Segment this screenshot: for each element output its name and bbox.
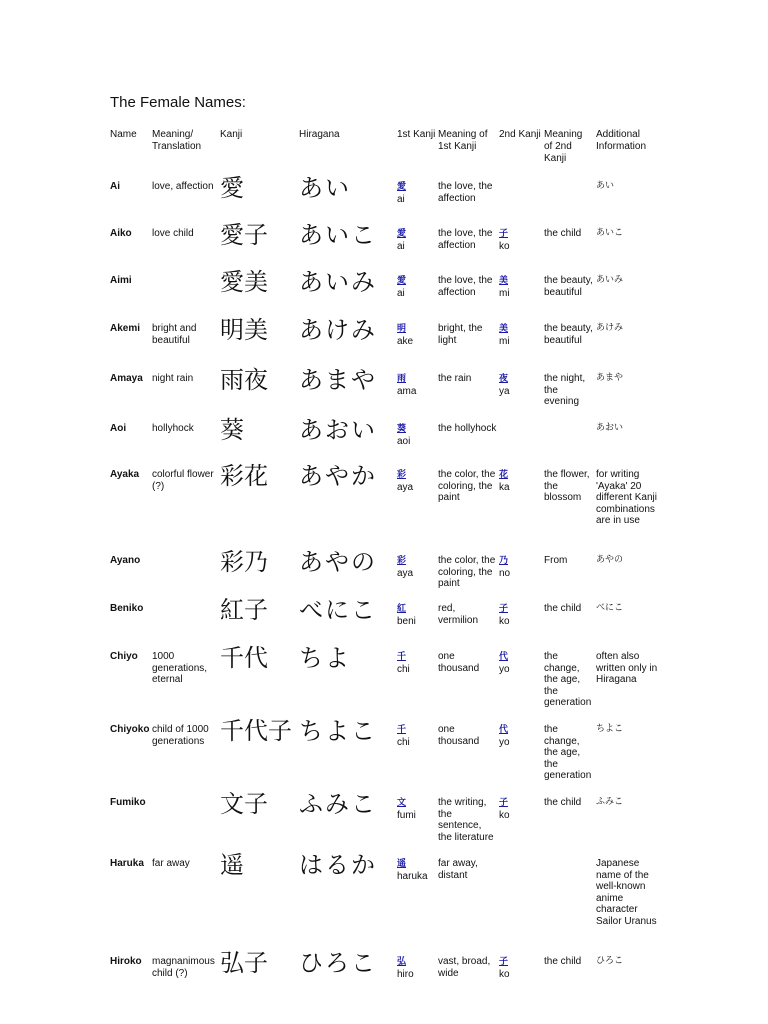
second-kanji-reading: mi xyxy=(499,336,510,347)
row-additional-info: べにこ xyxy=(596,603,624,613)
row-first-meaning: the writing, the sentence, the literature xyxy=(438,797,494,843)
row-first-kanji xyxy=(397,423,437,448)
first-kanji-reading: ai xyxy=(397,241,405,252)
row-second-meaning: the flower, the blossom xyxy=(544,469,590,503)
row-first-meaning: vast, broad, wide xyxy=(438,956,491,979)
row-second-meaning: the beauty, beautiful xyxy=(544,323,593,346)
page-title: The Female Names: xyxy=(110,94,246,111)
first-kanji-reading: beni xyxy=(397,616,416,627)
row-first-meaning: the love, the affection xyxy=(438,275,493,298)
header-meaning: Meaning/ Translation xyxy=(152,129,202,152)
row-second-meaning: the child xyxy=(544,228,582,239)
first-kanji-link[interactable]: 愛 xyxy=(397,182,407,192)
second-kanji-link[interactable]: 子 xyxy=(499,229,509,239)
row-meaning: bright and beautiful xyxy=(152,323,197,346)
row-additional-info: ちよこ xyxy=(596,724,624,734)
row-first-meaning: one thousand xyxy=(438,651,480,674)
header-info: Additional Information xyxy=(596,129,647,152)
row-kanji: 遥 xyxy=(220,851,244,879)
row-first-kanji xyxy=(397,956,437,981)
row-name: Fumiko xyxy=(110,797,146,808)
row-meaning: 1000 generations, eternal xyxy=(152,651,208,685)
first-kanji-reading: aoi xyxy=(397,436,411,447)
row-name: Hiroko xyxy=(110,956,142,967)
row-first-kanji xyxy=(397,228,437,253)
row-second-kanji xyxy=(499,469,539,494)
row-kanji: 愛美 xyxy=(220,268,268,296)
first-kanji-link[interactable]: 明 xyxy=(397,324,407,334)
row-first-kanji xyxy=(397,603,437,628)
header-kanji2: 2nd Kanji xyxy=(499,129,541,140)
second-kanji-link[interactable]: 子 xyxy=(499,798,509,808)
second-kanji-reading: ko xyxy=(499,616,510,627)
row-kanji: 葵 xyxy=(220,416,244,444)
row-kanji: 千代子 xyxy=(220,717,292,745)
row-second-kanji xyxy=(499,651,539,676)
row-additional-info: あけみ xyxy=(596,323,624,333)
row-name: Ayano xyxy=(110,555,141,566)
row-first-kanji xyxy=(397,651,437,676)
row-name: Amaya xyxy=(110,373,143,384)
row-hiragana: べにこ xyxy=(299,596,377,624)
row-first-meaning: red, vermilion xyxy=(438,603,479,626)
row-first-meaning: the love, the affection xyxy=(438,228,493,251)
header-kanji1: 1st Kanji xyxy=(397,129,436,140)
row-name: Beniko xyxy=(110,603,144,614)
second-kanji-reading: ko xyxy=(499,810,510,821)
row-second-meaning: the child xyxy=(544,956,582,967)
row-name: Ayaka xyxy=(110,469,140,480)
first-kanji-link[interactable]: 遥 xyxy=(397,859,407,869)
first-kanji-reading: aya xyxy=(397,568,414,579)
row-name: Chiyoko xyxy=(110,724,150,735)
row-kanji: 雨夜 xyxy=(220,366,268,394)
row-hiragana: ちよこ xyxy=(299,717,377,745)
row-meaning: love child xyxy=(152,228,194,239)
row-second-kanji xyxy=(499,228,539,253)
row-meaning: hollyhock xyxy=(152,423,194,434)
row-name: Akemi xyxy=(110,323,141,334)
first-kanji-reading: ai xyxy=(397,288,405,299)
second-kanji-link[interactable]: 夜 xyxy=(499,374,509,384)
row-first-kanji xyxy=(397,858,437,883)
row-hiragana: はるか xyxy=(299,851,377,879)
row-second-kanji xyxy=(499,275,539,300)
header-name: Name xyxy=(110,129,137,140)
row-meaning: love, affection xyxy=(152,181,214,192)
header-meaning2: Meaning of 2nd Kanji xyxy=(544,129,583,164)
row-first-meaning: the love, the affection xyxy=(438,181,493,204)
row-first-kanji xyxy=(397,275,437,300)
row-meaning: colorful flower (?) xyxy=(152,469,214,492)
row-hiragana: ひろこ xyxy=(299,949,377,977)
second-kanji-reading: ya xyxy=(499,386,510,397)
row-additional-info: あおい xyxy=(596,423,624,433)
header-kanji: Kanji xyxy=(220,129,243,140)
row-first-meaning: the color, the coloring, the paint xyxy=(438,469,496,503)
row-second-meaning: the beauty, beautiful xyxy=(544,275,593,298)
row-hiragana: あい xyxy=(299,174,351,202)
first-kanji-link[interactable]: 文 xyxy=(397,798,407,808)
header-meaning1: Meaning of 1st Kanji xyxy=(438,129,488,152)
row-second-meaning: the change, the age, the generation xyxy=(544,651,592,708)
row-kanji: 紅子 xyxy=(220,596,268,624)
first-kanji-reading: chi xyxy=(397,737,410,748)
row-name: Ai xyxy=(110,181,120,192)
row-second-kanji xyxy=(499,797,539,822)
row-first-kanji xyxy=(397,373,437,398)
first-kanji-reading: haruka xyxy=(397,871,428,882)
row-additional-info: あいみ xyxy=(596,275,624,285)
row-second-kanji xyxy=(499,323,539,348)
row-kanji: 愛 xyxy=(220,174,244,202)
second-kanji-link[interactable]: 花 xyxy=(499,470,509,480)
row-second-kanji xyxy=(499,555,539,580)
row-second-meaning: the child xyxy=(544,797,582,808)
row-first-meaning: the rain xyxy=(438,373,472,384)
first-kanji-link[interactable]: 彩 xyxy=(397,470,407,480)
first-kanji-link[interactable]: 愛 xyxy=(397,276,407,286)
second-kanji-reading: yo xyxy=(499,737,510,748)
row-meaning: child of 1000 generations xyxy=(152,724,209,747)
first-kanji-reading: ama xyxy=(397,386,417,397)
row-second-kanji xyxy=(499,724,539,749)
row-hiragana: あいみ xyxy=(299,268,377,296)
first-kanji-link[interactable]: 紅 xyxy=(397,604,407,614)
row-first-meaning: far away, distant xyxy=(438,858,478,881)
row-second-kanji xyxy=(499,603,539,628)
row-first-meaning: the hollyhock xyxy=(438,423,497,434)
row-name: Aoi xyxy=(110,423,127,434)
row-second-meaning: the night, the evening xyxy=(544,373,586,407)
second-kanji-link[interactable]: 美 xyxy=(499,276,509,286)
row-hiragana: あいこ xyxy=(299,221,377,249)
row-kanji: 彩乃 xyxy=(220,548,268,576)
row-name: Chiyo xyxy=(110,651,138,662)
row-kanji: 弘子 xyxy=(220,949,268,977)
second-kanji-link[interactable]: 代 xyxy=(499,652,509,662)
row-first-meaning: bright, the light xyxy=(438,323,483,346)
first-kanji-link[interactable]: 千 xyxy=(397,725,407,735)
row-meaning: far away xyxy=(152,858,190,869)
first-kanji-reading: aya xyxy=(397,482,414,493)
first-kanji-reading: chi xyxy=(397,664,410,675)
row-meaning: night rain xyxy=(152,373,194,384)
first-kanji-reading: fumi xyxy=(397,810,416,821)
row-second-meaning: the change, the age, the generation xyxy=(544,724,592,781)
row-meaning: magnanimous child (?) xyxy=(152,956,215,979)
row-hiragana: あやか xyxy=(299,462,377,490)
row-first-kanji xyxy=(397,797,437,822)
second-kanji-reading: no xyxy=(499,568,511,579)
row-kanji: 明美 xyxy=(220,316,268,344)
second-kanji-reading: yo xyxy=(499,664,510,675)
row-second-kanji xyxy=(499,373,539,398)
row-name: Haruka xyxy=(110,858,144,869)
row-additional-info: often also written only in Hiragana xyxy=(596,651,658,685)
header-hiragana: Hiragana xyxy=(299,129,340,140)
row-second-meaning: From xyxy=(544,555,568,566)
row-first-kanji xyxy=(397,323,437,348)
second-kanji-link[interactable]: 子 xyxy=(499,604,509,614)
row-hiragana: あけみ xyxy=(299,316,377,344)
second-kanji-reading: ka xyxy=(499,482,510,493)
first-kanji-link[interactable]: 愛 xyxy=(397,229,407,239)
row-kanji: 愛子 xyxy=(220,221,268,249)
row-first-kanji xyxy=(397,181,437,206)
row-first-meaning: the color, the coloring, the paint xyxy=(438,555,496,589)
second-kanji-link[interactable]: 子 xyxy=(499,957,509,967)
row-kanji: 彩花 xyxy=(220,462,268,490)
first-kanji-link[interactable]: 葵 xyxy=(397,424,407,434)
row-additional-info: ひろこ xyxy=(596,956,624,966)
row-additional-info: ふみこ xyxy=(596,797,624,807)
row-hiragana: ちよ xyxy=(299,644,351,672)
first-kanji-reading: ake xyxy=(397,336,414,347)
row-name: Aimi xyxy=(110,275,132,286)
row-additional-info: あまや xyxy=(596,373,624,383)
first-kanji-reading: ai xyxy=(397,194,405,205)
second-kanji-reading: ko xyxy=(499,969,510,980)
row-additional-info: あい xyxy=(596,181,615,191)
row-additional-info: あいこ xyxy=(596,228,624,238)
first-kanji-link[interactable]: 雨 xyxy=(397,374,407,384)
row-first-kanji xyxy=(397,469,437,494)
first-kanji-reading: hiro xyxy=(397,969,414,980)
row-hiragana: あやの xyxy=(299,548,377,576)
first-kanji-link[interactable]: 弘 xyxy=(397,957,407,967)
row-hiragana: あまや xyxy=(299,366,377,394)
second-kanji-reading: mi xyxy=(499,288,510,299)
row-hiragana: ふみこ xyxy=(299,790,377,818)
row-kanji: 千代 xyxy=(220,644,268,672)
first-kanji-link[interactable]: 彩 xyxy=(397,556,407,566)
second-kanji-link[interactable]: 代 xyxy=(499,725,509,735)
second-kanji-link[interactable]: 美 xyxy=(499,324,509,334)
row-first-meaning: one thousand xyxy=(438,724,480,747)
row-hiragana: あおい xyxy=(299,416,377,444)
row-second-kanji xyxy=(499,956,539,981)
row-second-meaning: the child xyxy=(544,603,582,614)
row-first-kanji xyxy=(397,555,437,580)
first-kanji-link[interactable]: 千 xyxy=(397,652,407,662)
row-kanji: 文子 xyxy=(220,790,268,818)
row-name: Aiko xyxy=(110,228,132,239)
second-kanji-reading: ko xyxy=(499,241,510,252)
row-additional-info: for writing 'Ayaka' 20 different Kanji combinations are in use xyxy=(596,469,657,526)
row-additional-info: Japanese name of the well-known anime character Sailor Uranus xyxy=(596,858,657,927)
row-first-kanji xyxy=(397,724,437,749)
second-kanji-link[interactable]: 乃 xyxy=(499,556,509,566)
row-additional-info: あやの xyxy=(596,555,624,565)
